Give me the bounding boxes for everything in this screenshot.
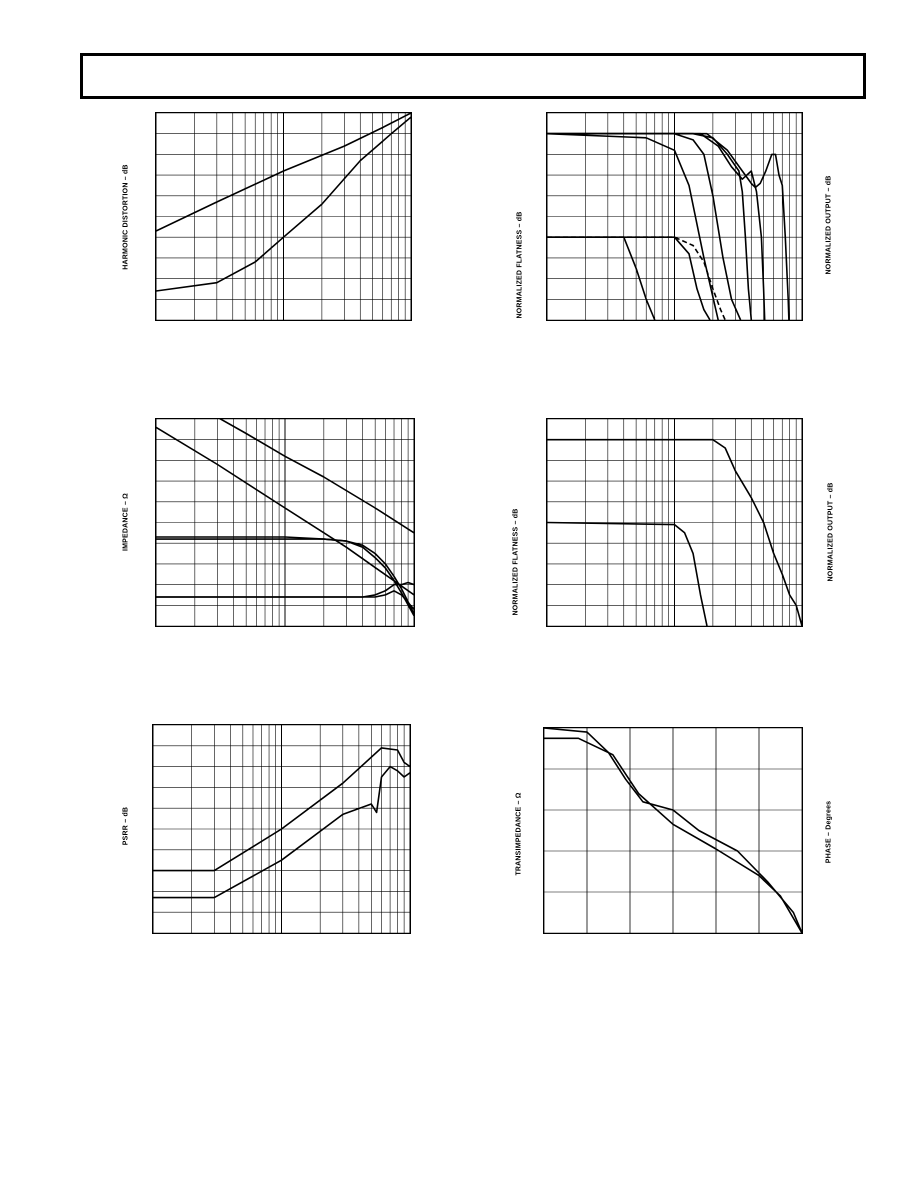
chart-svg: [156, 113, 411, 320]
chart-psrr: [152, 724, 411, 934]
chart-normalized-flatness-2: [546, 418, 803, 627]
chart-svg: [544, 728, 802, 933]
series-line-2: [547, 523, 707, 627]
chart-normalized-flatness-1: [546, 112, 803, 321]
series-line-1: [547, 134, 718, 320]
chart-impedance: [155, 418, 415, 627]
grid: [544, 728, 802, 933]
chart-transimpedance: [543, 727, 803, 934]
header-box: [80, 53, 866, 99]
grid: [156, 113, 411, 320]
series-line-3: [547, 134, 751, 320]
chart-svg: [156, 419, 414, 626]
chart-harmonic-distortion: [155, 112, 412, 321]
chart-svg: [153, 725, 410, 933]
chart-svg: [547, 419, 802, 626]
chart-svg: [547, 113, 802, 320]
series-line-5: [547, 134, 789, 320]
